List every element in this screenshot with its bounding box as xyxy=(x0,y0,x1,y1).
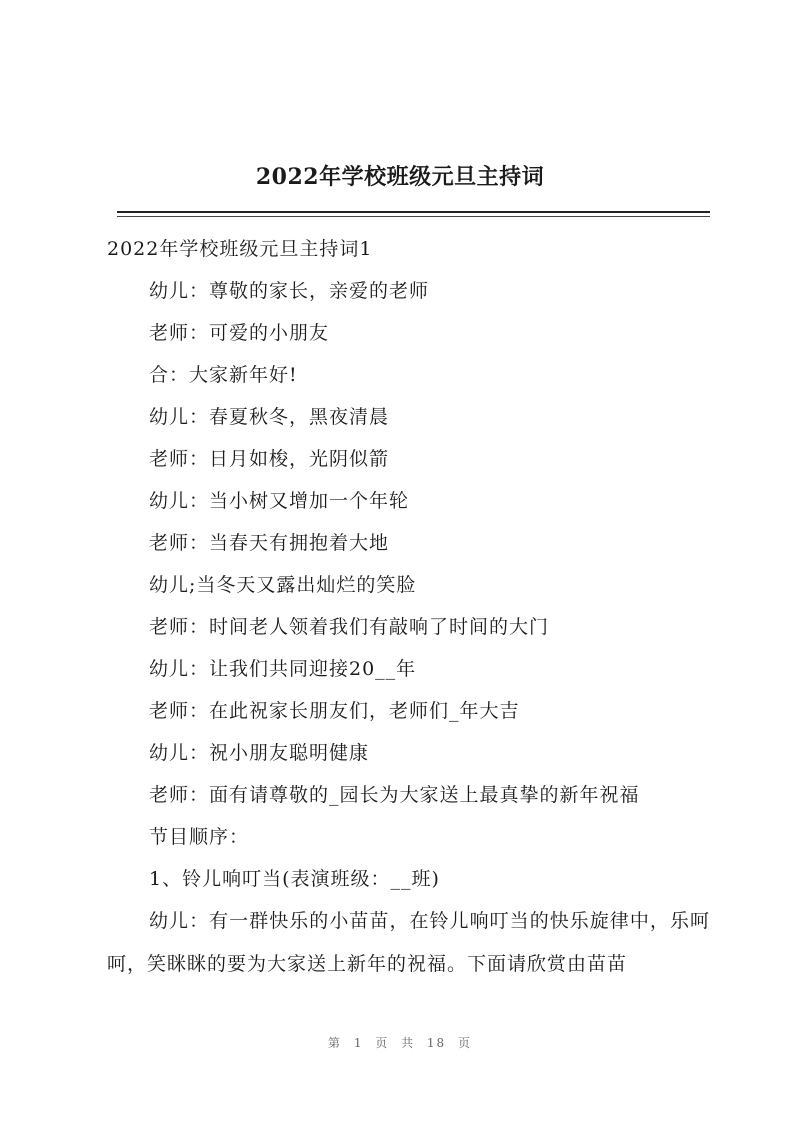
script-line: 幼儿：祝小朋友聪明健康 xyxy=(149,742,370,764)
page-footer: 第 1 页 共 18 页 xyxy=(328,1036,472,1050)
title-rule-thick xyxy=(117,211,710,213)
script-line: 幼儿：当小树又增加一个年轮 xyxy=(149,490,410,512)
script-line: 老师：日月如梭，光阴似箭 xyxy=(149,448,390,470)
program-item: 1、铃儿响叮当(表演班级：__班) xyxy=(149,868,440,890)
script-line: 老师：当春天有拥抱着大地 xyxy=(149,532,390,554)
document-body xyxy=(107,228,710,986)
script-line: 老师：可爱的小朋友 xyxy=(149,322,330,344)
script-line: 幼儿：尊敬的家长，亲爱的老师 xyxy=(149,280,430,302)
body-paragraph: 幼儿：有一群快乐的小苗苗，在铃儿响叮当的快乐旋律中，乐呵呵，笑眯眯的要为大家送上新年的祝福。下面请欣赏由苗苗 xyxy=(107,910,710,975)
section-heading: 2022年学校班级元旦主持词1 xyxy=(107,238,373,260)
title-rule-thin xyxy=(117,216,710,217)
script-line: 幼儿：让我们共同迎接20__年 xyxy=(149,658,417,680)
document-title: 2022年学校班级元旦主持词 xyxy=(255,164,545,190)
script-line: 老师：面有请尊敬的_园长为大家送上最真挚的新年祝福 xyxy=(149,784,640,806)
script-line: 老师：时间老人领着我们有敲响了时间的大门 xyxy=(149,616,550,638)
script-line: 老师：在此祝家长朋友们，老师们_年大吉 xyxy=(149,700,520,722)
script-line: 幼儿：春夏秋冬，黑夜清晨 xyxy=(149,406,390,428)
script-line: 幼儿;当冬天又露出灿烂的笑脸 xyxy=(149,574,417,596)
program-order-heading: 节目顺序： xyxy=(149,826,250,848)
script-line: 合：大家新年好! xyxy=(149,364,298,386)
